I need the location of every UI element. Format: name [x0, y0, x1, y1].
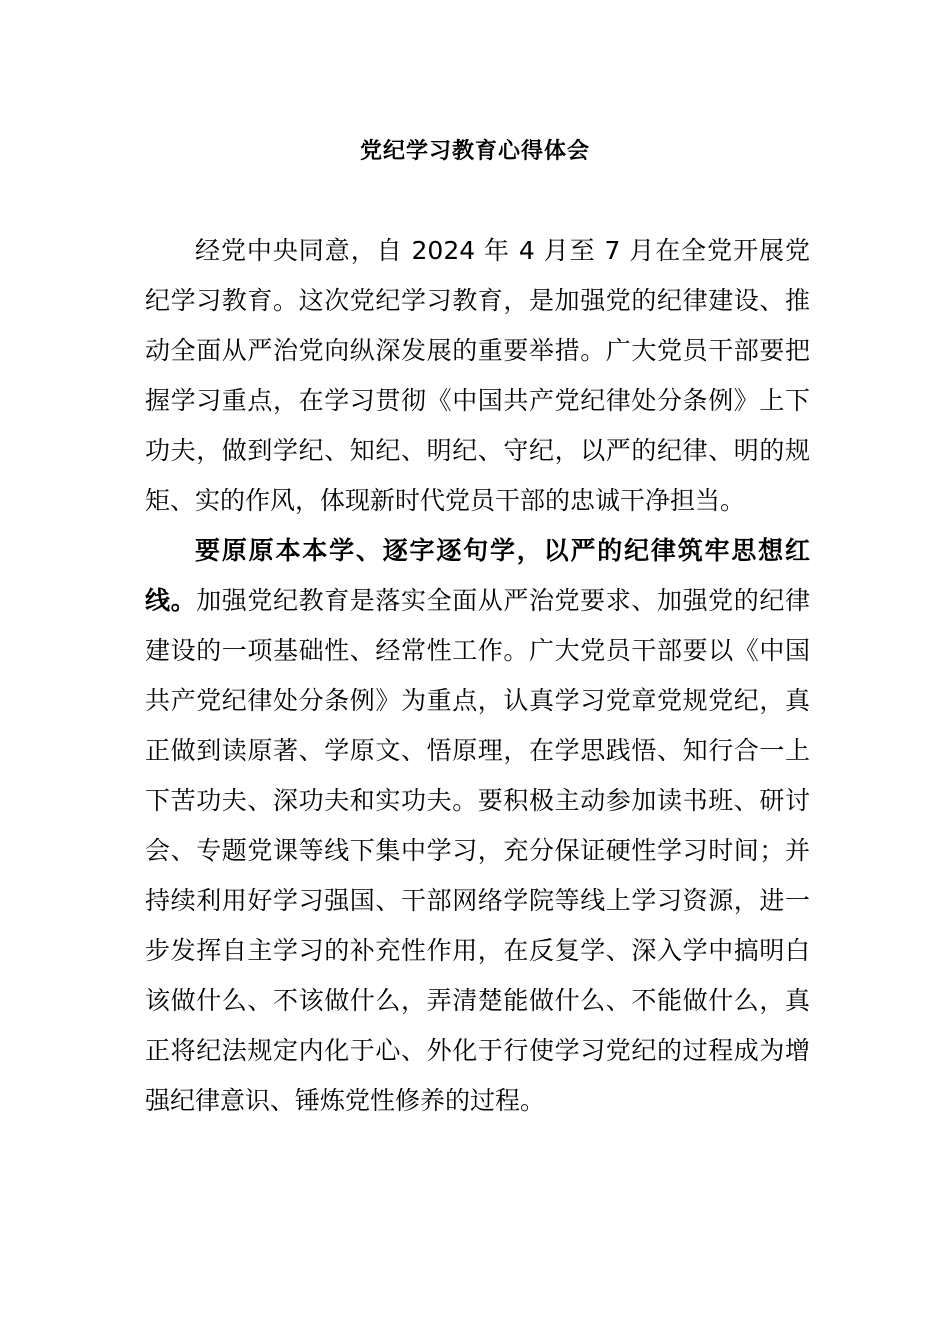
- paragraph-2-lead: 要原原本本学、逐字逐句学，以严的纪律筑牢思想红线。: [145, 536, 810, 615]
- paragraph-1-text: 经党中央同意，自 2024 年 4 月至 7 月在全党开展党纪学习教育。这次党纪学习教育，是加强党的纪律建设、推动全面从严治党向纵深发展的重要举措。广大党员干部要把握学习重点，在学习贯彻《中国共产党纪律处分条例》上下功夫，做到学纪、知纪、明纪、守纪，以严的纪律、明的规矩、实的作风，体现新时代党员干部的忠诚干净担当。: [145, 236, 810, 515]
- paragraph-2: [145, 526, 810, 1126]
- document-body: [145, 226, 810, 1126]
- document-title: 党纪学习教育心得体会: [359, 139, 590, 164]
- paragraph-1: [145, 226, 810, 526]
- paragraph-2-text: 加强党纪教育是落实全面从严治党要求、加强党的纪律建设的一项基础性、经常性工作。广大党员干部要以《中国共产党纪律处分条例》为重点，认真学习党章党规党纪，真正做到读原著、学原文、悟原理，在学思践悟、知行合一上下苦功夫、深功夫和实功夫。要积极主动参加读书班、研讨会、专题党课等线下集中学习，充分保证硬性学习时间；并持续利用好学习强国、干部网络学院等线上学习资源，进一步发挥自主学习的补充性作用，在反复学、深入学中搞明白该做什么、不该做什么，弄清楚能做什么、不能做什么，真正将纪法规定内化于心、外化于行使学习党纪的过程成为增强纪律意识、锤炼党性修养的过程。: [145, 586, 810, 1115]
